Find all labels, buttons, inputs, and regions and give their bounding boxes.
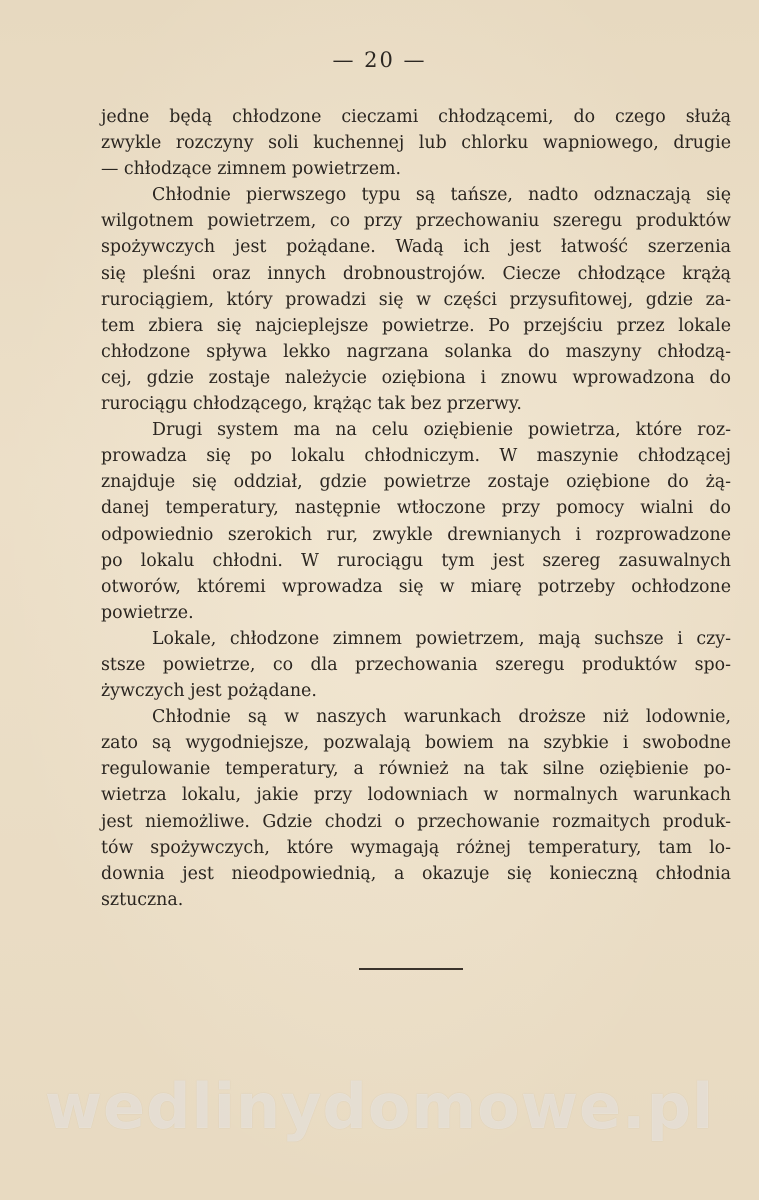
text-line: znajduje się oddział, gdzie powietrze zostaje oziębione do żą- [101,472,731,493]
text-line: Chłodnie pierwszego typu są tańsze, nadto odznaczają się [152,185,731,206]
text-line: downia jest nieodpowiednią, a okazuje się konieczną chłodnia [101,863,731,884]
text-line: się pleśni oraz innych drobnoustrojów. Ciecze chłodzące krążą [101,263,731,284]
text-line: zato są wygodniejsze, pozwalają bowiem na szybkie i swobodne [101,733,731,754]
text-line: sztuczna. [101,889,184,910]
text-line: wietrza lokalu, jakie przy lodowniach w normalnych warunkach [101,785,731,806]
text-line: powietrze. [101,602,194,623]
text-line: Drugi system ma na celu oziębienie powietrza, które roz- [152,420,731,441]
text-line: otworów, któremi wprowadza się w miarę potrzeby ochłodzone [101,576,731,597]
text-line: odpowiednio szerokich rur, zwykle drewnianych i rozprowadzone [101,524,731,545]
text-line: chłodzone spływa lekko nagrzana solanka do maszyny chłodzą- [101,341,731,362]
text-line: jedne będą chłodzone cieczami chłodzącemi, do czego służą [101,107,731,127]
text-line: Lokale, chłodzone zimnem powietrzem, mają suchsze i czy- [152,628,731,649]
page-number: — 20 — [332,48,427,72]
body-text [101,104,731,913]
text-line: regulowanie temperatury, a również na tak silne oziębienie po- [101,759,731,780]
text-line: Chłodnie są w naszych warunkach droższe niż lodownie, [152,707,731,728]
text-line: danej temperatury, następnie wtłoczone przy pomocy wialni do [101,498,731,519]
text-line: prowadza się po lokalu chłodniczym. W maszynie chłodzącej [101,446,731,467]
text-line: — chłodzące zimnem powietrzem. [101,159,402,180]
section-end-rule [359,968,463,970]
text-line: stsze powietrze, co dla przechowania szeregu produktów spo- [101,654,731,675]
text-line: rurociągu chłodzącego, krążąc tak bez przerwy. [101,394,522,415]
text-line: żywczych jest pożądane. [101,681,317,702]
text-line: cej, gdzie zostaje należycie oziębiona i znowu wprowadzona do [101,367,731,388]
text-line: wilgotnem powietrzem, co przy przechowaniu szeregu produktów [101,211,731,232]
text-line: rurociągiem, który prowadzi się w części przysufitowej, gdzie za- [101,289,731,310]
text-line: zwykle rozczyny soli kuchennej lub chlorku wapniowego, drugie [101,133,731,154]
text-line: jest niemożliwe. Gdzie chodzi o przechowanie rozmaitych produk- [101,811,731,832]
text-line: po lokalu chłodni. W rurociągu tym jest szereg zasuwalnych [101,550,731,571]
text-line: tów spożywczych, które wymagają różnej temperatury, tam lo- [101,837,731,858]
text-line: spożywczych jest pożądane. Wadą ich jest łatwość szerzenia [101,237,731,258]
text-line: tem zbiera się najcieplejsze powietrze. Po przejściu przez lokale [101,315,731,336]
watermark: wedlinydomowe.pl [44,1070,715,1143]
